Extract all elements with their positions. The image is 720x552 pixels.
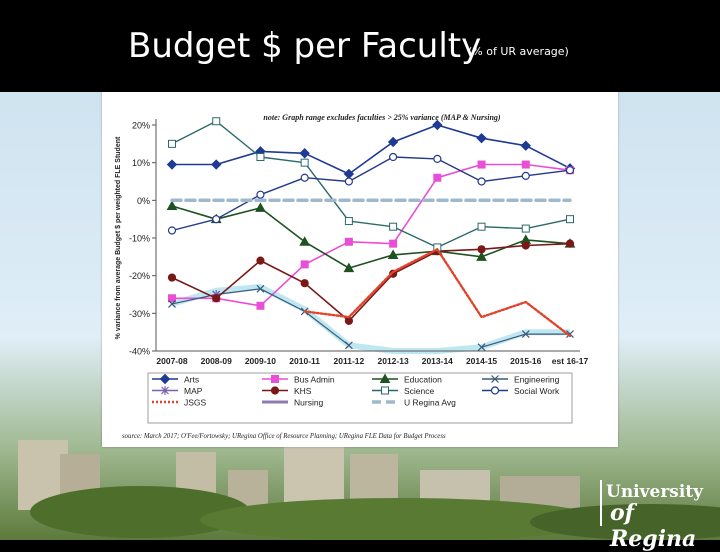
legend-label: Bus Admin: [294, 374, 335, 385]
y-tick-label: 20%: [131, 120, 150, 131]
marker-circle: [478, 246, 485, 253]
marker-square: [390, 223, 397, 230]
series-jsgs: [305, 249, 570, 336]
series-line: [172, 244, 570, 321]
legend-label: JSGS: [184, 397, 207, 408]
series-line: [172, 157, 570, 231]
marker-diamond: [300, 149, 309, 158]
series-line: [172, 121, 570, 247]
marker-square: [257, 302, 264, 309]
x-tick-label: 2009-10: [244, 356, 277, 366]
series-line: [172, 206, 570, 268]
logo-text-university: University: [606, 482, 704, 502]
logo-divider: [600, 480, 602, 526]
x-tick-label: 2012-13: [377, 356, 409, 366]
marker-circle: [257, 257, 264, 264]
legend-label: Engineering: [514, 374, 560, 385]
y-tick-label: 10%: [131, 158, 150, 169]
marker-diamond: [212, 160, 221, 169]
series-science: [169, 118, 574, 251]
marker-square: [522, 225, 529, 232]
marker-square: [478, 161, 485, 168]
series-khs: [169, 240, 574, 324]
marker-circle: [213, 295, 220, 302]
marker-circle: [213, 216, 220, 223]
marker-square: [478, 223, 485, 230]
y-tick-label: -30%: [128, 308, 150, 319]
legend-label: U Regina Avg: [404, 397, 456, 408]
marker-square: [301, 261, 308, 268]
chart-panel: [102, 92, 618, 447]
x-tick-label: 2013-14: [421, 356, 453, 366]
marker-circle: [434, 155, 441, 162]
y-tick-label: -40%: [128, 346, 150, 357]
legend-label: Social Work: [514, 386, 560, 396]
marker-diamond: [168, 160, 177, 169]
x-tick-label: 2015-16: [510, 356, 542, 366]
marker-circle: [301, 280, 308, 287]
x-tick-label: est 16-17: [551, 356, 589, 366]
x-tick-label: 2007-08: [156, 356, 188, 366]
marker-diamond: [477, 134, 486, 143]
marker-square: [345, 238, 352, 245]
university-logo: [592, 470, 720, 552]
marker-square: [522, 161, 529, 168]
marker-triangle: [256, 203, 265, 211]
marker-square: [213, 118, 220, 125]
chart-source: source: March 2017; O'Fee/Fortowsky; URegina Office of Resource Planning; URegina FLE Data for Budget Process: [122, 433, 446, 440]
marker-circle: [301, 174, 308, 181]
marker-triangle: [168, 201, 177, 209]
budget-variance-chart: [102, 92, 618, 447]
legend-label: Nursing: [294, 397, 324, 408]
x-tick-label: 2011-12: [333, 356, 365, 366]
series-line: [172, 125, 570, 174]
marker-diamond: [521, 141, 530, 150]
y-tick-label: 0%: [136, 195, 150, 206]
series-line: [305, 249, 570, 336]
marker-circle: [272, 387, 279, 394]
marker-circle: [257, 191, 264, 198]
legend-label: MAP: [184, 386, 203, 396]
marker-square: [382, 387, 389, 394]
marker-square: [257, 154, 264, 161]
x-tick-label: 2008-09: [200, 356, 232, 366]
marker-circle: [390, 154, 397, 161]
marker-circle: [478, 178, 485, 185]
logo-text-regina: of Regina: [610, 500, 697, 552]
marker-circle: [522, 172, 529, 179]
y-tick-label: -10%: [128, 233, 150, 244]
marker-circle: [522, 242, 529, 249]
slide-title: Budget $ per Faculty: [128, 26, 482, 66]
marker-square: [434, 174, 441, 181]
marker-circle: [169, 274, 176, 281]
marker-square: [169, 140, 176, 147]
marker-square: [390, 240, 397, 247]
marker-circle: [345, 317, 352, 324]
legend-label: Education: [404, 374, 442, 385]
marker-square: [301, 159, 308, 166]
y-axis-label: % variance from average Budget $ per weighted FLE Student: [115, 136, 122, 340]
marker-square: [272, 376, 279, 383]
marker-circle: [567, 240, 574, 247]
slide-subtitle: (% of UR average): [468, 45, 569, 58]
legend-label: KHS: [294, 386, 312, 396]
y-tick-label: -20%: [128, 271, 150, 282]
marker-circle: [169, 227, 176, 234]
marker-square: [345, 218, 352, 225]
legend-label: Arts: [184, 374, 200, 385]
x-tick-label: 2014-15: [465, 356, 498, 366]
legend-label: Science: [404, 386, 435, 396]
marker-circle: [567, 167, 574, 174]
chart-note: note: Graph range excludes faculties > 25% variance (MAP & Nursing): [263, 113, 501, 122]
legend-box: [148, 373, 572, 423]
series-social-work: [169, 154, 574, 234]
x-tick-label: 2010-11: [289, 356, 321, 366]
marker-circle: [492, 387, 499, 394]
marker-square: [567, 216, 574, 223]
marker-circle: [345, 178, 352, 185]
